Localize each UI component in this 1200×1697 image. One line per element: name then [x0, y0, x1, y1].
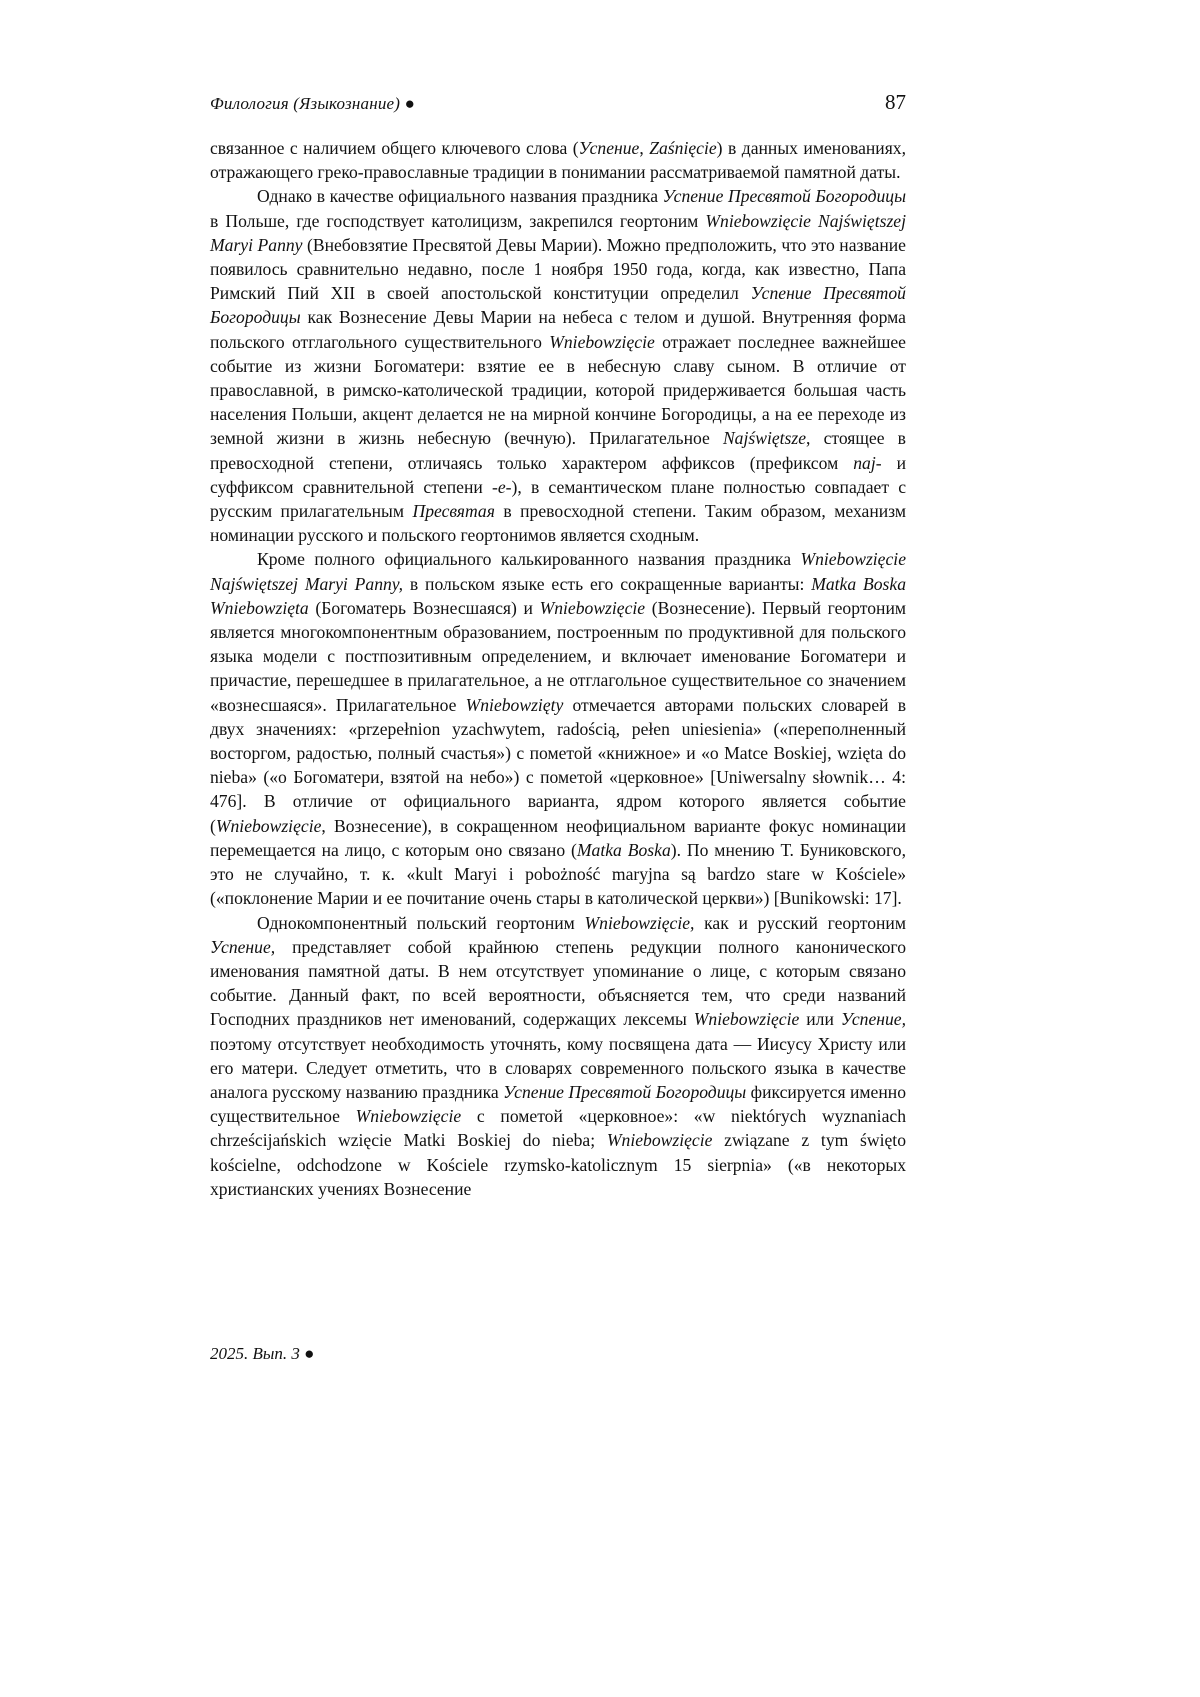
text-run: связанное с наличием общего ключевого слова (: [210, 138, 579, 158]
text-run: ) в данных именованиях, отражающего греко-православные традиции в понимании рассматриваемой памятной даты.: [210, 138, 906, 183]
page-footer: [210, 1344, 314, 1364]
paragraph: [210, 911, 906, 1201]
text-run: (Богоматерь Вознесшаяся) и: [308, 597, 540, 618]
italic-term: -е-: [491, 476, 512, 497]
italic-term: Najświętsze: [722, 428, 807, 449]
italic-term: Matka Boska: [576, 839, 671, 860]
issue-info: 2025. Вып. 3 ●: [210, 1344, 315, 1363]
italic-term: naj-: [853, 452, 882, 473]
italic-term: Wniebowzięcie: [693, 1009, 800, 1030]
text-run: представляет собой крайнюю степень редукции полного канонического именования памятной даты. В нем отсутствует упоминание о лице, с которым связано событие. Данный факт, по всей вероятности, объясняется тем, что среди названий Господних праздников нет именований, содержащих лексемы: [210, 936, 906, 1030]
text-run: Кроме полного официального калькированного названия праздника: [257, 549, 801, 570]
italic-term: Пресвятая: [412, 501, 495, 522]
italic-term: Успение Пресвятой Богородицы: [210, 283, 906, 328]
text-run: ). По мнению Т. Буниковского, это не случайно, т. к. «kult Maryi i pobożność maryjna są bardzo stare w Kościele» («поклонение Марии и ее почитание очень стары в католической церкви») [Bunikowski: 17].: [210, 839, 906, 909]
text-run: Однокомпонентный польский геортоним: [257, 912, 585, 933]
text-run: związane z tym święto kościelne, odchodzone w Kościele rzymsko-katolicznym 15 sierpnia» («в некоторых христианских учениях Вознесение: [210, 1130, 906, 1199]
text-run: отражает последнее важнейшее событие из жизни Богоматери: взятие ее в небесную славу сыном. В отличие от православной, в римско-католической традиции, которой придерживается большая часть населения Польши, акцент делается не на мирной кончине Богородицы, а на ее переходе из земной жизни в жизнь небесную (вечную). Прилагательное: [210, 331, 906, 449]
text-run: , стоящее в превосходной степени, отличаясь только характером аффиксов (префиксом: [210, 428, 906, 473]
italic-term: Wniebowzięcie: [539, 597, 646, 618]
text-run: и суффиксом сравнительной степени: [210, 452, 906, 497]
text-run: в превосходной степени. Таким образом, механизм номинации русского и польского геортонимов является сходным.: [210, 501, 906, 546]
text-run: ), в семантическом плане полностью совпадает с русским прилагательным: [210, 476, 907, 522]
text-run: ,: [639, 138, 650, 158]
running-title: Филология (Языкознание) ●: [210, 94, 416, 113]
italic-term: Успение Пресвятой Богородицы: [503, 1081, 747, 1102]
paragraph: [210, 184, 906, 547]
italic-term: Wniebowzięty: [465, 694, 564, 715]
page-number: 87: [885, 90, 906, 114]
text-run: отмечается авторами польских словарей в двух значениях: «przepełnion yzachwytem, radością, pełen uniesienia» («переполненный восторгом, радостью, полный счастья») с пометой «книжное» и «o Matce Boskiej, wzięta do nieba» («о Богоматери, взятой на небо») с пометой «церковное» [Uniwersalny słownik… 4: 476]. В отличие от официального варианта, ядром которого является событие (: [210, 694, 906, 836]
italic-term: Успение,: [210, 936, 276, 957]
page-header: [210, 90, 906, 115]
text-run: (Вознесение). Первый геортоним является многокомпонентным образованием, построенным по продуктивной для польского языка модели с постпозитивным определением, и включает именование Богоматери и причастие, перешедшее в прилагательное, а не отглагольное существительное со значением «вознесшаяся». Прилагательное: [210, 597, 907, 715]
text-run: или: [799, 1009, 841, 1030]
italic-term: Успение,: [840, 1009, 906, 1030]
text-run: фиксируется именно существительное: [210, 1081, 906, 1127]
italic-term: Wniebowzięcie: [215, 815, 322, 836]
text-run: как и русский геортоним: [694, 912, 906, 933]
italic-term: Успение: [578, 138, 640, 158]
body-text: [210, 136, 906, 1201]
italic-term: Wniebowzięcie: [355, 1106, 462, 1127]
italic-term: Wniebowzięcie,: [584, 912, 695, 933]
text-run: с пометой «церковное»: «w niektórych wyznaniach chrześcijańskich wzięcie Matki Boskiej do nieba;: [210, 1106, 906, 1151]
text-run: (Внебовзятие Пресвятой Девы Марии). Можно предположить, что это название появилось сравнительно недавно, после 1 ноября 1950 года, когда, как известно, Папа Римский Пий XII в своей апостольской конституции определил: [210, 234, 906, 304]
italic-term: Zaśnięcie: [649, 138, 717, 158]
italic-term: Wniebowzięcie: [549, 331, 655, 352]
italic-term: Wniebowzięcie Najświętszej Maryi Panny: [210, 210, 906, 255]
italic-term: Wniebowzięcie: [606, 1130, 713, 1151]
text-run: как Вознесение Девы Марии на небеса с телом и душой. Внутренняя форма польского отглагольного существительного: [210, 307, 906, 352]
italic-term: Matka Boska Wniebowzięta: [210, 573, 906, 618]
text-run: поэтому отсутствует необходимость уточнять, кому посвящена дата — Иисусу Христу или его матери. Следует отметить, что в словарях современного польского языка в качестве аналога русскому названию праздника: [210, 1033, 906, 1102]
text-run: в польском языке есть его сокращенные варианты:: [403, 573, 812, 594]
italic-term: Успение Пресвятой Богородицы: [662, 186, 907, 207]
text-run: , Вознесение), в сокращенном неофициальном варианте фокус номинации перемещается на лицо, с которым оно связано (: [210, 815, 906, 860]
text-run: в Польше, где господствует католицизм, закрепился геортоним: [210, 210, 706, 231]
italic-term: Wniebowzięcie Najświętszej Maryi Panny,: [210, 549, 906, 594]
paragraph: [210, 547, 906, 910]
paragraph: [210, 136, 906, 184]
text-run: Однако в качестве официального названия праздника: [257, 186, 663, 207]
